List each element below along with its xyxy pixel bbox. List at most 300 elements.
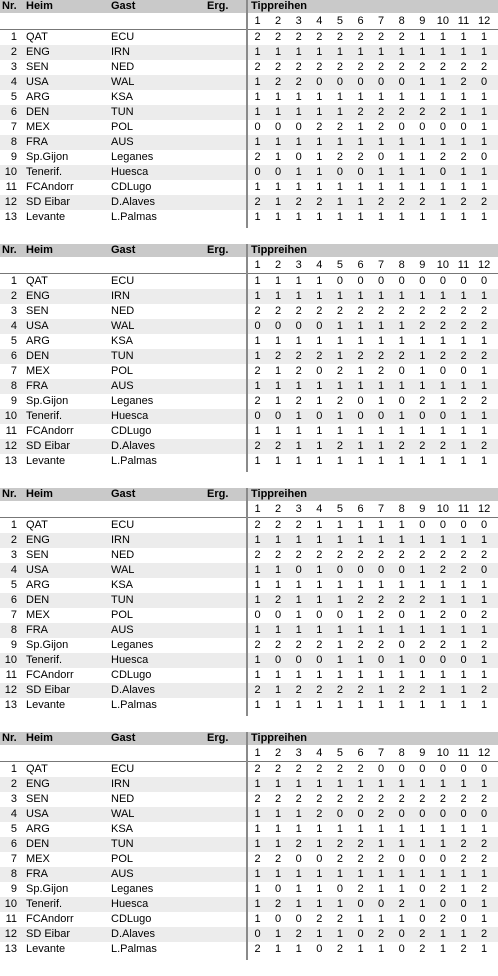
tip-cell: 1 [254, 883, 261, 895]
tip-cell: 2 [481, 853, 488, 865]
tip-cell: 1 [398, 425, 405, 437]
tip-cell: 2 [439, 151, 446, 163]
home-team: DEN [26, 594, 50, 606]
tip-column-numbers [0, 746, 498, 761]
tip-cell: 1 [295, 410, 302, 422]
tip-cell: 1 [439, 579, 446, 591]
table-row [0, 837, 498, 852]
tip-cell: 0 [357, 564, 364, 576]
tip-cell: 1 [378, 579, 385, 591]
tip-column-number: 2 [275, 259, 282, 271]
tip-cell: 1 [254, 913, 261, 925]
tip-cell: 1 [419, 365, 426, 377]
table-row [0, 409, 498, 424]
tip-cell: 1 [254, 808, 261, 820]
tip-cell: 0 [254, 121, 261, 133]
tip-cell: 2 [378, 808, 385, 820]
tip-column-number: 12 [477, 15, 491, 27]
row-number: 1 [10, 31, 17, 43]
tip-cell: 1 [378, 669, 385, 681]
away-team: L.Palmas [111, 699, 157, 711]
tip-cell: 1 [419, 76, 426, 88]
tip-cell: 2 [254, 639, 261, 651]
tip-cell: 1 [357, 425, 364, 437]
table-row [0, 927, 498, 942]
tip-cell: 1 [439, 624, 446, 636]
tip-cell: 2 [295, 549, 302, 561]
tip-cell: 1 [378, 913, 385, 925]
tip-column-number: 7 [378, 15, 385, 27]
tip-cell: 2 [481, 609, 488, 621]
tip-cell: 1 [481, 594, 488, 606]
tip-cell: 2 [419, 928, 426, 940]
row-number: 2 [10, 534, 17, 546]
tip-cell: 2 [419, 106, 426, 118]
tip-cell: 1 [295, 778, 302, 790]
tip-cell: 1 [275, 91, 282, 103]
tip-cell: 1 [295, 211, 302, 223]
tip-cell: 1 [419, 609, 426, 621]
tip-cell: 0 [316, 853, 323, 865]
tip-cell: 1 [460, 46, 467, 58]
row-number: 8 [10, 380, 17, 392]
tip-cell: 1 [481, 335, 488, 347]
row-number: 3 [10, 793, 17, 805]
home-team: MEX [26, 853, 50, 865]
tip-cell: 2 [481, 350, 488, 362]
home-team: Tenerif. [26, 410, 63, 422]
tip-cell: 0 [295, 913, 302, 925]
tip-column-number: 10 [436, 747, 450, 759]
home-team: Levante [26, 455, 66, 467]
header-erg: Erg. [207, 732, 229, 744]
tip-cell: 2 [316, 793, 323, 805]
tip-cell: 2 [295, 519, 302, 531]
tip-cell: 1 [357, 91, 364, 103]
table-header [0, 732, 498, 745]
tip-cell: 1 [378, 778, 385, 790]
tip-cell: 2 [357, 549, 364, 561]
row-number: 9 [10, 883, 17, 895]
home-team: Levante [26, 211, 66, 223]
header-erg: Erg. [207, 244, 229, 256]
tip-cell: 1 [460, 211, 467, 223]
tip-cell: 2 [419, 684, 426, 696]
tip-cell: 0 [275, 166, 282, 178]
tip-cell: 2 [316, 121, 323, 133]
tip-cell: 0 [254, 166, 261, 178]
tip-cell: 2 [378, 639, 385, 651]
tip-cell: 1 [275, 151, 282, 163]
tip-cell: 0 [357, 395, 364, 407]
tip-cell: 1 [398, 838, 405, 850]
tip-cell: 1 [336, 106, 343, 118]
tip-cell: 0 [481, 151, 488, 163]
tip-cell: 1 [316, 669, 323, 681]
tip-cell: 2 [357, 350, 364, 362]
away-team: CDLugo [111, 181, 152, 193]
tip-cell: 1 [336, 639, 343, 651]
tip-cell: 2 [275, 31, 282, 43]
tip-cell: 0 [378, 76, 385, 88]
tip-cell: 1 [481, 31, 488, 43]
tip-cell: 2 [316, 913, 323, 925]
tip-cell: 1 [295, 883, 302, 895]
tip-cell: 1 [439, 136, 446, 148]
tip-cell: 1 [419, 425, 426, 437]
tip-cell: 1 [460, 425, 467, 437]
tip-cell: 1 [419, 380, 426, 392]
tip-cell: 0 [275, 410, 282, 422]
home-team: Tenerif. [26, 166, 63, 178]
tip-cell: 1 [481, 380, 488, 392]
tip-cell: 2 [275, 76, 282, 88]
tip-cell: 1 [275, 778, 282, 790]
tip-cell: 1 [316, 151, 323, 163]
tip-column-number: 8 [398, 503, 405, 515]
tip-cell: 1 [275, 455, 282, 467]
tip-cell: 2 [419, 196, 426, 208]
tip-cell: 1 [316, 455, 323, 467]
away-team: CDLugo [111, 425, 152, 437]
tip-cell: 1 [357, 579, 364, 591]
tip-cell: 2 [254, 549, 261, 561]
tip-cell: 1 [254, 136, 261, 148]
tip-cell: 1 [316, 898, 323, 910]
tip-cell: 1 [439, 335, 446, 347]
tip-cell: 1 [460, 868, 467, 880]
tip-cell: 1 [336, 211, 343, 223]
tip-cell: 1 [481, 579, 488, 591]
tip-cell: 1 [336, 519, 343, 531]
tip-column-number: 10 [436, 259, 450, 271]
table-row [0, 180, 498, 195]
away-team: POL [111, 121, 134, 133]
tip-cell: 0 [316, 365, 323, 377]
tip-column-number: 12 [477, 747, 491, 759]
tip-cell: 0 [460, 121, 467, 133]
tip-cell: 2 [316, 196, 323, 208]
tip-cell: 0 [439, 853, 446, 865]
tip-cell: 1 [254, 91, 261, 103]
tip-cell: 2 [336, 395, 343, 407]
tip-cell: 1 [419, 868, 426, 880]
tip-cell: 1 [481, 410, 488, 422]
tip-column-number: 8 [398, 259, 405, 271]
row-number: 3 [10, 305, 17, 317]
tip-cell: 1 [439, 76, 446, 88]
tip-cell: 2 [336, 853, 343, 865]
tip-cell: 1 [357, 778, 364, 790]
row-number: 6 [10, 350, 17, 362]
tip-block-3 [0, 488, 498, 732]
tip-cell: 0 [336, 808, 343, 820]
tip-cell: 1 [419, 455, 426, 467]
tip-column-number: 12 [477, 259, 491, 271]
tip-cell: 2 [378, 549, 385, 561]
away-team: KSA [111, 91, 134, 103]
tip-cell: 1 [316, 166, 323, 178]
tip-cell: 2 [481, 838, 488, 850]
tip-cell: 2 [481, 320, 488, 332]
tip-cell: 1 [316, 106, 323, 118]
tip-cell: 1 [378, 943, 385, 955]
tip-block-4 [0, 732, 498, 976]
table-row [0, 364, 498, 379]
tip-cell: 2 [439, 639, 446, 651]
tip-cell: 1 [481, 868, 488, 880]
tip-cell: 0 [295, 564, 302, 576]
home-team: Sp.Gijon [26, 151, 69, 163]
tip-cell: 1 [460, 91, 467, 103]
tip-block-1 [0, 0, 498, 244]
tip-column-number: 10 [436, 15, 450, 27]
tip-cell: 1 [275, 868, 282, 880]
home-team: SEN [26, 549, 49, 561]
tip-cell: 1 [481, 823, 488, 835]
tip-cell: 2 [336, 121, 343, 133]
table-row [0, 563, 498, 578]
home-team: QAT [26, 275, 48, 287]
tip-cell: 1 [378, 335, 385, 347]
tip-cell: 1 [419, 181, 426, 193]
tip-cell: 0 [378, 654, 385, 666]
tip-cell: 1 [481, 425, 488, 437]
tip-cell: 1 [336, 410, 343, 422]
home-team: ENG [26, 534, 50, 546]
tip-cell: 1 [481, 943, 488, 955]
away-team: ECU [111, 31, 135, 43]
tip-cell: 0 [398, 943, 405, 955]
tip-cell: 1 [275, 534, 282, 546]
tip-cell: 1 [336, 196, 343, 208]
table-row [0, 150, 498, 165]
tip-cell: 2 [378, 365, 385, 377]
header-nr: Nr. [2, 0, 17, 12]
tip-cell: 2 [275, 305, 282, 317]
tip-cell: 2 [439, 350, 446, 362]
table-row [0, 533, 498, 548]
table-row [0, 623, 498, 638]
row-number: 5 [10, 335, 17, 347]
tip-cell: 1 [419, 534, 426, 546]
tip-cell: 1 [336, 320, 343, 332]
tip-cell: 0 [419, 519, 426, 531]
tip-cell: 1 [295, 46, 302, 58]
tip-cell: 1 [295, 534, 302, 546]
away-team: AUS [111, 868, 134, 880]
tip-cell: 1 [357, 365, 364, 377]
tip-cell: 0 [357, 928, 364, 940]
tip-cell: 2 [439, 61, 446, 73]
tip-cell: 1 [357, 519, 364, 531]
tip-cell: 1 [254, 455, 261, 467]
tip-column-number: 4 [316, 259, 323, 271]
tip-cell: 1 [439, 699, 446, 711]
row-number: 9 [10, 395, 17, 407]
tip-cell: 0 [439, 763, 446, 775]
tip-cell: 1 [316, 823, 323, 835]
table-row [0, 394, 498, 409]
tip-cell: 2 [481, 883, 488, 895]
tip-cell: 2 [419, 549, 426, 561]
tip-cell: 1 [398, 151, 405, 163]
tip-cell: 1 [419, 579, 426, 591]
tip-cell: 1 [316, 868, 323, 880]
table-row [0, 195, 498, 210]
tip-cell: 2 [316, 61, 323, 73]
tip-cell: 0 [398, 365, 405, 377]
tip-column-number: 4 [316, 747, 323, 759]
tip-cell: 0 [398, 121, 405, 133]
tip-cell: 2 [316, 350, 323, 362]
table-header [0, 244, 498, 257]
tip-cell: 1 [460, 290, 467, 302]
tip-cell: 1 [439, 31, 446, 43]
away-team: WAL [111, 564, 135, 576]
tip-cell: 2 [254, 853, 261, 865]
tip-cell: 2 [295, 639, 302, 651]
tip-cell: 1 [460, 699, 467, 711]
away-team: IRN [111, 290, 130, 302]
tip-cell: 1 [419, 136, 426, 148]
table-row [0, 897, 498, 912]
tip-cell: 2 [481, 793, 488, 805]
tip-cell: 1 [275, 928, 282, 940]
tip-cell: 1 [275, 624, 282, 636]
tip-cell: 2 [439, 305, 446, 317]
away-team: Leganes [111, 395, 154, 407]
tip-cell: 1 [398, 624, 405, 636]
tip-cell: 2 [357, 106, 364, 118]
tip-cell: 1 [316, 928, 323, 940]
row-number: 11 [5, 181, 17, 193]
tip-cell: 0 [460, 609, 467, 621]
tip-cell: 1 [254, 380, 261, 392]
row-number: 9 [10, 151, 17, 163]
tip-cell: 0 [398, 275, 405, 287]
tip-cell: 2 [357, 684, 364, 696]
tip-cell: 1 [336, 868, 343, 880]
away-team: NED [111, 305, 135, 317]
tip-cell: 2 [460, 395, 467, 407]
tip-cell: 1 [316, 380, 323, 392]
tip-cell: 1 [295, 898, 302, 910]
tip-cell: 0 [460, 763, 467, 775]
tip-cell: 0 [378, 564, 385, 576]
away-team: NED [111, 549, 135, 561]
tip-cell: 2 [295, 763, 302, 775]
tip-cell: 0 [439, 275, 446, 287]
tip-cell: 1 [439, 196, 446, 208]
tip-cell: 2 [398, 61, 405, 73]
tip-cell: 2 [378, 106, 385, 118]
home-team: FRA [26, 380, 48, 392]
table-row [0, 698, 498, 713]
away-team: TUN [111, 594, 134, 606]
table-row [0, 349, 498, 364]
tip-cell: 1 [398, 290, 405, 302]
row-number: 7 [10, 121, 17, 133]
tip-cell: 1 [316, 624, 323, 636]
tip-column-number: 1 [254, 15, 261, 27]
tip-column-number: 2 [275, 503, 282, 515]
tip-cell: 1 [398, 455, 405, 467]
tip-cell: 1 [398, 579, 405, 591]
tip-cell: 2 [378, 350, 385, 362]
row-number: 1 [10, 763, 17, 775]
home-team: QAT [26, 519, 48, 531]
tip-cell: 1 [336, 928, 343, 940]
tip-cell: 2 [336, 793, 343, 805]
tip-cell: 1 [398, 654, 405, 666]
tip-cell: 1 [357, 699, 364, 711]
tip-cell: 0 [398, 609, 405, 621]
tip-column-number: 11 [457, 503, 470, 515]
tip-cell: 1 [316, 275, 323, 287]
tip-cell: 1 [336, 594, 343, 606]
home-team: DEN [26, 106, 50, 118]
tip-cell: 1 [295, 699, 302, 711]
tip-cell: 1 [275, 136, 282, 148]
home-team: SD Eibar [26, 928, 71, 940]
row-number: 11 [5, 425, 17, 437]
tip-cell: 0 [439, 121, 446, 133]
tip-cell: 2 [357, 883, 364, 895]
home-team: ARG [26, 579, 50, 591]
tip-cell: 1 [460, 684, 467, 696]
tip-cell: 1 [481, 136, 488, 148]
tip-cell: 2 [439, 106, 446, 118]
tip-cell: 1 [357, 335, 364, 347]
tip-cell: 1 [439, 211, 446, 223]
table-row [0, 593, 498, 608]
tip-cell: 2 [357, 853, 364, 865]
row-number: 6 [10, 594, 17, 606]
tip-column-number: 7 [378, 259, 385, 271]
tip-cell: 2 [275, 519, 282, 531]
tip-cell: 1 [398, 46, 405, 58]
tip-cell: 1 [275, 699, 282, 711]
tip-cell: 1 [254, 350, 261, 362]
row-number: 3 [10, 61, 17, 73]
tip-cell: 1 [275, 669, 282, 681]
tip-column-number: 1 [254, 747, 261, 759]
away-team: CDLugo [111, 669, 152, 681]
tip-cell: 1 [481, 654, 488, 666]
header-erg: Erg. [207, 0, 229, 12]
tip-cell: 2 [336, 151, 343, 163]
tip-cell: 0 [295, 151, 302, 163]
tip-cell: 1 [275, 196, 282, 208]
table-row [0, 578, 498, 593]
tip-cell: 0 [316, 76, 323, 88]
tip-cell: 2 [336, 31, 343, 43]
tip-cell: 0 [419, 883, 426, 895]
tip-cell: 1 [439, 455, 446, 467]
away-team: ECU [111, 763, 135, 775]
home-team: FCAndorr [26, 181, 74, 193]
tip-cell: 2 [254, 365, 261, 377]
tip-cell: 1 [295, 166, 302, 178]
tip-cell: 1 [357, 440, 364, 452]
table-row [0, 75, 498, 90]
table-row [0, 135, 498, 150]
row-number: 5 [10, 579, 17, 591]
row-number: 8 [10, 136, 17, 148]
header-gast: Gast [111, 732, 136, 744]
tip-cell: 1 [460, 166, 467, 178]
